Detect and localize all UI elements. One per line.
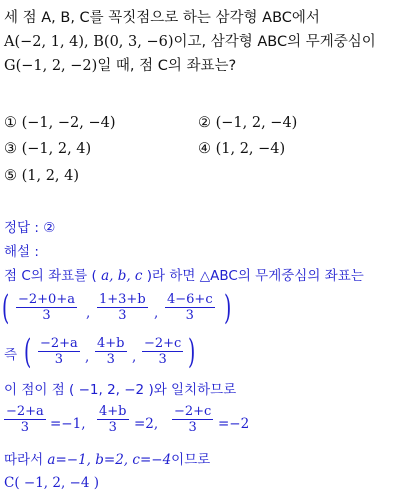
answer-line: 정답 : ②	[4, 220, 56, 236]
fraction-x1-numerator: −2+0+a	[18, 292, 75, 307]
fraction-z2-numerator: −2+c	[144, 336, 182, 351]
fraction-y2-numerator: 4+b	[97, 336, 125, 351]
jeuk-label: 즉	[4, 347, 18, 363]
fraction-y2-denominator: 3	[106, 352, 115, 367]
fraction-x2	[38, 336, 80, 367]
left-paren-2: (	[24, 332, 32, 372]
question-line-3	[4, 56, 236, 76]
equation-y-fraction	[97, 404, 129, 435]
question-point-g: G(−1, 2, −2)	[4, 58, 98, 74]
comma-3: ,	[85, 349, 90, 365]
fraction-z2-denominator: 3	[158, 352, 167, 367]
equation-z-fraction	[172, 404, 213, 435]
solution-line-1	[4, 267, 364, 285]
fraction-y1-denominator: 3	[118, 308, 127, 323]
option-4[interactable]: ④ (1, 2, −4)	[198, 141, 286, 157]
fraction-y1	[97, 292, 148, 323]
fraction-z2	[142, 336, 183, 367]
question-line-1: 세 점 A, B, C를 꼭짓점으로 하는 삼각형 ABC에서	[4, 10, 320, 26]
right-paren-1: )	[224, 288, 232, 328]
fraction-x2-numerator: −2+a	[40, 336, 78, 351]
solution-match-line: 이 점이 점 ( −1, 2, −2 )와 일치하므로	[4, 382, 237, 398]
comma-1: ,	[86, 305, 91, 321]
equation-x-denominator: 3	[20, 420, 30, 435]
final-answer-point: C( −1, 2, −4 )	[4, 475, 100, 491]
therefore-text: 따라서	[4, 452, 48, 468]
solution-therefore-line	[4, 451, 210, 469]
fraction-z1-numerator: 4−6+c	[167, 292, 213, 307]
therefore-suffix: 이므로	[171, 452, 211, 468]
option-5[interactable]: ⑤ (1, 2, 4)	[4, 168, 80, 184]
option-3[interactable]: ③ (−1, 2, 4)	[4, 141, 92, 157]
equation-x-numerator: −2+a	[6, 404, 44, 419]
fraction-x1-denominator: 3	[42, 308, 51, 323]
equation-y-denominator: 3	[108, 420, 117, 435]
equation-y-rhs: =2,	[134, 416, 159, 432]
equation-z-denominator: 3	[188, 420, 197, 435]
fraction-z1	[165, 292, 215, 323]
right-paren-2: )	[188, 332, 196, 372]
option-2[interactable]: ② (−1, 2, −4)	[198, 115, 298, 131]
solution-line-1-a: 점 C의 좌표를 (	[4, 268, 102, 284]
question-line-2	[4, 32, 376, 52]
question-line-2-text: 이고, 삼각형 ABC의 무게중심이	[173, 34, 376, 50]
left-paren-1: (	[2, 288, 10, 328]
equation-z-numerator: −2+c	[174, 404, 212, 419]
fraction-y1-numerator: 1+3+b	[99, 292, 146, 307]
solution-coordinates-abc: a, b, c	[101, 268, 143, 284]
question-line-3-text: 일 때, 점 C의 좌표는?	[97, 58, 237, 74]
therefore-values: a=−1, b=2, c=−4	[47, 452, 172, 468]
equation-x-fraction	[4, 404, 46, 435]
fraction-z1-denominator: 3	[185, 308, 194, 323]
fraction-x1	[16, 292, 77, 323]
comma-2: ,	[154, 305, 159, 321]
equation-x-rhs: =−1,	[50, 416, 86, 432]
solution-line-1-c: )라 하면 △ABC의 무게중심의 좌표는	[142, 268, 364, 284]
equation-z-rhs: =−2	[218, 416, 250, 432]
equation-y-numerator: 4+b	[99, 404, 127, 419]
solution-heading: 해설 :	[4, 244, 39, 260]
fraction-y2	[95, 336, 127, 367]
fraction-x2-denominator: 3	[54, 352, 64, 367]
question-points-ab: A(−2, 1, 4), B(0, 3, −6)	[4, 34, 174, 50]
option-1[interactable]: ① (−1, −2, −4)	[4, 115, 116, 131]
comma-4: ,	[132, 349, 137, 365]
